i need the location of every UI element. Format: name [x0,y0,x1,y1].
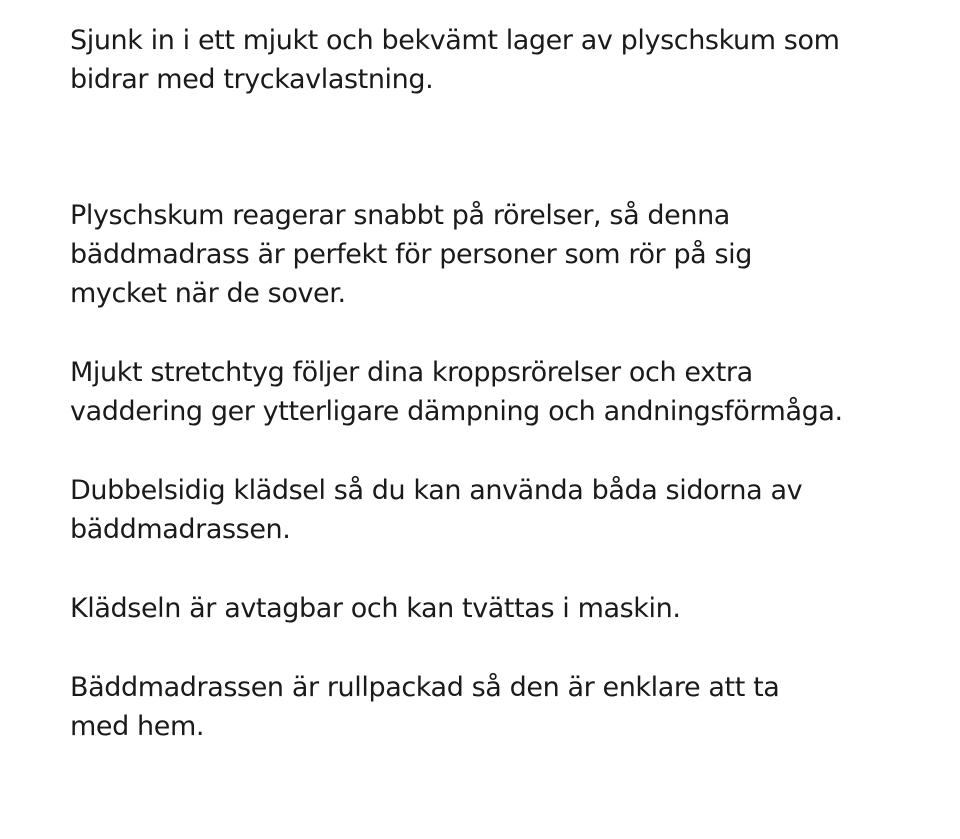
text-line: mycket när de sover. [70,278,346,309]
text-line: bidrar med tryckavlastning. [70,64,434,95]
paragraph-pressure-relief [70,21,930,99]
paragraph-double-sided [70,471,930,549]
text-line: Dubbelsidig klädsel så du kan använda båda sidorna av [70,475,803,506]
text-line: bäddmadrassen. [70,514,291,545]
text-line: Plyschskum reagerar snabbt på rörelser, så denna [70,200,730,231]
paragraph-movement [70,196,930,313]
paragraph-washable-cover [70,589,930,628]
text-line: bäddmadrass är perfekt för personer som rör på sig [70,239,753,270]
paragraph-roll-packed [70,668,930,746]
text-line: Bäddmadrassen är rullpackad så den är enklare att ta [70,672,780,703]
product-description [70,21,930,746]
text-line: Mjukt stretchtyg följer dina kroppsrörelser och extra [70,357,753,388]
paragraph-stretch-fabric [70,353,930,431]
text-line: med hem. [70,711,205,742]
text-line: Sjunk in i ett mjukt och bekvämt lager av plyschskum som [70,25,840,56]
text-line: vaddering ger ytterligare dämpning och andningsförmåga. [70,396,843,427]
text-line: Klädseln är avtagbar och kan tvättas i maskin. [70,593,681,624]
